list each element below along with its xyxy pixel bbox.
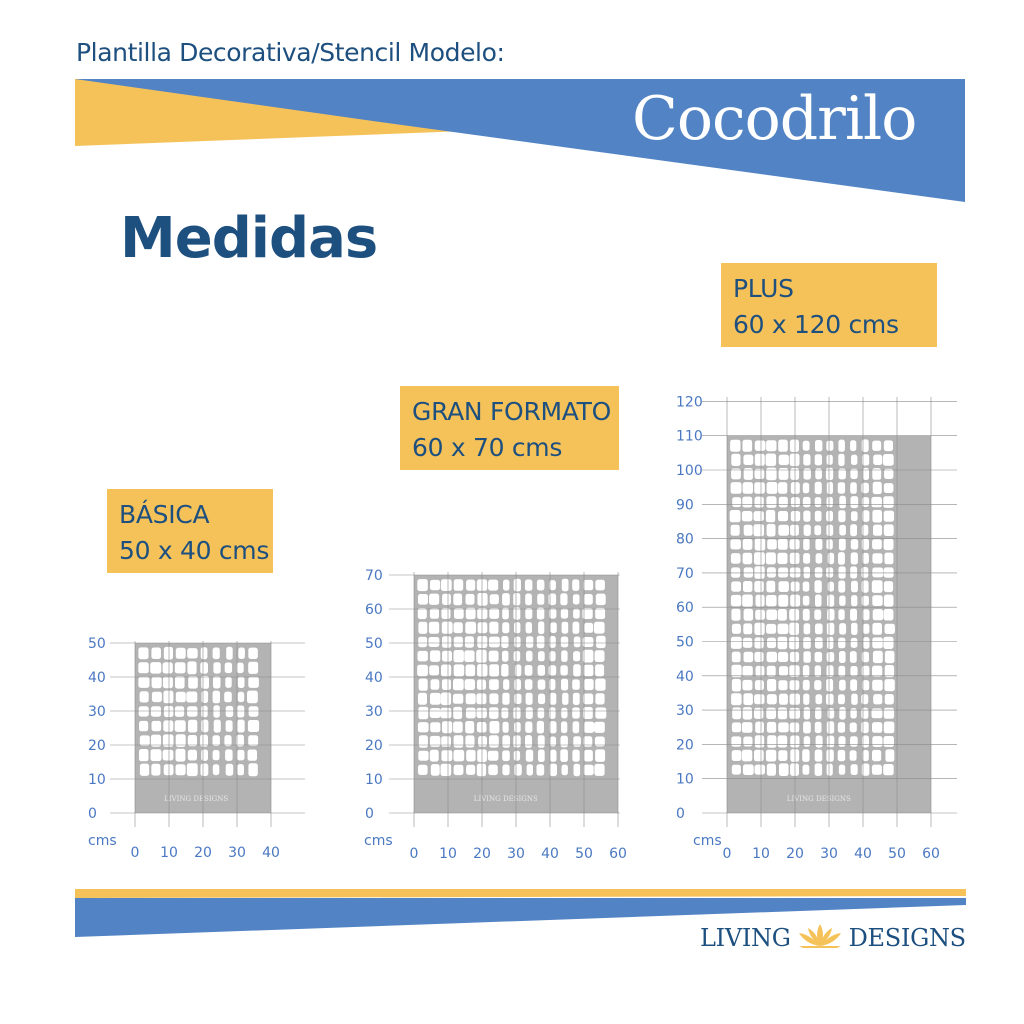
y-tick-label: 30 (365, 704, 383, 720)
x-tick-label: 50 (888, 846, 906, 862)
x-tick-label: 40 (854, 846, 872, 862)
axis-unit-label: cms (364, 833, 393, 849)
brand-logo (700, 922, 966, 954)
y-tick-label: 60 (676, 600, 694, 617)
stencil-watermark: LIVING DESIGNS (164, 795, 229, 803)
x-tick-label: 60 (922, 846, 940, 862)
stencil-watermark: LIVING DESIGNS (786, 795, 851, 803)
axis-unit-label: cms (88, 833, 117, 849)
axis-unit-label: cms (693, 833, 722, 849)
y-tick-label: 40 (676, 668, 694, 685)
x-tick-label: 40 (262, 845, 280, 861)
x-tick-label: 10 (160, 845, 178, 861)
stencil-watermark: LIVING DESIGNS (473, 795, 538, 803)
y-tick-label: 0 (676, 806, 685, 822)
y-tick-label: 60 (365, 602, 383, 618)
y-tick-label: 30 (676, 703, 694, 720)
brand-word-living: LIVING (700, 924, 791, 952)
y-tick-label: 0 (88, 806, 97, 822)
y-tick-label: 20 (88, 738, 106, 754)
y-tick-label: 50 (88, 636, 106, 652)
y-tick-label: 80 (676, 531, 694, 548)
x-tick-label: 60 (609, 846, 627, 862)
x-tick-label: 30 (228, 845, 246, 861)
y-tick-label: 10 (88, 772, 106, 788)
model-name: Cocodrilo (632, 84, 917, 154)
size-name: BÁSICA (119, 500, 210, 529)
y-tick-label: 110 (676, 428, 703, 445)
y-tick-label: 0 (365, 806, 374, 822)
footer-gold-stripe (75, 889, 966, 898)
y-tick-label: 40 (88, 670, 106, 686)
x-tick-label: 0 (722, 846, 732, 862)
x-tick-label: 20 (786, 846, 804, 862)
brand-word-designs: DESIGNS (848, 924, 966, 952)
x-tick-label: 0 (409, 846, 419, 862)
x-tick-label: 50 (575, 846, 593, 862)
page-subtitle: Plantilla Decorativa/Stencil Modelo: (76, 38, 505, 67)
y-tick-label: 50 (676, 634, 694, 651)
y-tick-label: 120 (676, 394, 703, 411)
y-tick-label: 20 (365, 738, 383, 754)
size-dimensions: 60 x 120 cms (733, 310, 899, 339)
y-tick-label: 90 (676, 497, 694, 514)
y-tick-label: 100 (676, 463, 703, 479)
x-tick-label: 10 (752, 846, 770, 862)
size-name: GRAN FORMATO (412, 397, 611, 426)
x-tick-label: 20 (194, 845, 212, 861)
lotus-icon (795, 922, 845, 954)
x-tick-label: 0 (130, 845, 140, 861)
x-tick-label: 10 (439, 846, 457, 862)
y-tick-label: 70 (676, 565, 694, 582)
y-tick-label: 40 (365, 670, 383, 686)
y-tick-label: 20 (676, 737, 694, 754)
x-tick-label: 20 (473, 846, 491, 862)
section-title: Medidas (120, 206, 378, 271)
size-dimensions: 50 x 40 cms (119, 536, 270, 565)
y-tick-label: 70 (365, 568, 383, 584)
x-tick-label: 30 (507, 846, 525, 862)
y-tick-label: 10 (676, 771, 694, 788)
x-tick-label: 40 (541, 846, 559, 862)
size-name: PLUS (733, 274, 794, 303)
y-tick-label: 30 (88, 704, 106, 720)
x-tick-label: 30 (820, 846, 838, 862)
y-tick-label: 50 (365, 636, 383, 652)
size-dimensions: 60 x 70 cms (412, 433, 563, 462)
y-tick-label: 10 (365, 772, 383, 788)
